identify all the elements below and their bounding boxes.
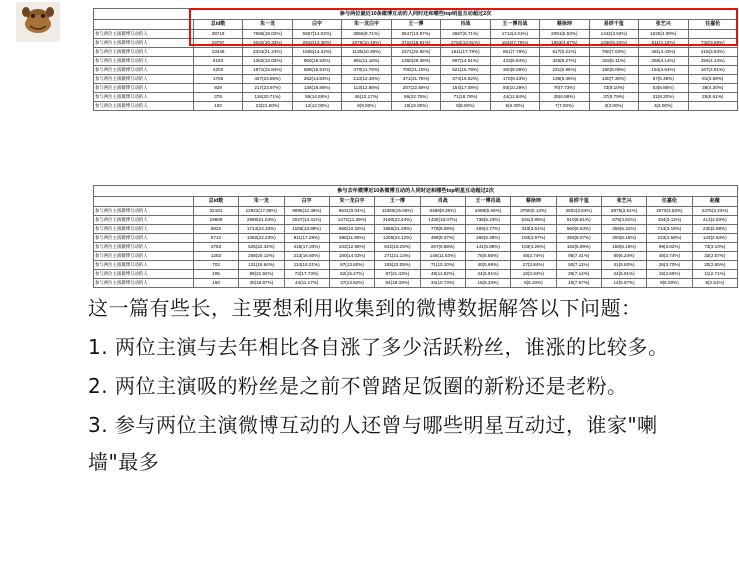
table-row: [94, 102, 738, 111]
row-header: 参与两位主演微博互动的人: [94, 30, 194, 39]
article-body: [88, 290, 708, 483]
table-row: [94, 93, 738, 102]
row-header: 参与两位主演微博互动的人: [94, 57, 194, 66]
table-cell: 19808: [193, 216, 238, 225]
table-row: [94, 84, 738, 93]
table-cell: 54(18.33%): [375, 279, 420, 288]
table-cell: 24(5.91%): [601, 270, 646, 279]
table-block-2: [93, 185, 738, 288]
table-title: 参与两位最近10条微博互动的人同时还和哪些top明星互动超过2次: [94, 9, 738, 20]
table-cell: 11(2.71%): [692, 270, 737, 279]
table-cell: 41(5.83%): [601, 261, 646, 270]
table-cell: 8(8.00%): [441, 102, 490, 111]
table-cell: 81(4.59%): [688, 75, 738, 84]
table-cell: 18(7.67%): [556, 279, 601, 288]
table-cell: 1442(3.63%): [589, 30, 638, 39]
row-header: 参与两位主演微博互动的人: [94, 75, 194, 84]
table-cell: 19787: [193, 39, 242, 48]
table-cell: 267(9.88%): [420, 243, 465, 252]
table-cell: 46(12.17%): [342, 93, 391, 102]
table-cell: 415(17.33%): [284, 243, 329, 252]
table-cell: 929: [193, 84, 242, 93]
table-cell: 20(2.85%): [692, 261, 737, 270]
table-cell: 811(17.28%): [284, 234, 329, 243]
table-title: 参与去年微博近10条微博互动的人同时还和哪些top明星互动超过2次: [94, 186, 738, 197]
table-cell: 434(3.11%): [647, 216, 692, 225]
table-cell: 413(2.93%): [692, 216, 737, 225]
column-header: 白宇: [284, 197, 329, 207]
table-cell: 738(5.24%): [465, 216, 510, 225]
table-cell: 1713(24.33%): [239, 225, 284, 234]
table-cell: 2670(3.63%): [647, 207, 692, 216]
table-cell: 1135(10.39%): [342, 48, 391, 57]
table-cell: 2324(21.24%): [243, 48, 292, 57]
column-header: 张艺兴: [601, 197, 646, 207]
table-cell: 48(11.82%): [420, 270, 465, 279]
table-cell: 39(4.30%): [688, 84, 738, 93]
table-cell: 760(7.03%): [589, 48, 638, 57]
table-cell: 217(23.97%): [243, 84, 292, 93]
table-cell: 778(9.08%): [420, 225, 465, 234]
table-cell: 12(12.00%): [292, 102, 341, 111]
table-cell: 148(11.53%): [420, 252, 465, 261]
row-header: 参与两位主演微博互动的人: [94, 102, 194, 111]
table-row: [94, 216, 738, 225]
table-cell: 2875(3.91%): [601, 207, 646, 216]
table-cell: 15(5.33%): [465, 279, 510, 288]
table-cell: 118(20.71%): [243, 93, 292, 102]
table-cell: 29(7.14%): [556, 270, 601, 279]
table-cell: 1155(13.99%): [284, 225, 329, 234]
table-cell: 6631(9.01%): [329, 207, 374, 216]
table-cell: 193(3.97%): [511, 234, 556, 243]
data-table-1: [93, 8, 738, 111]
body-paragraph: 1. 两位主演与去年相比各自涨了多少活跃粉丝，谁涨的比较多。: [88, 335, 669, 359]
table-cell: 3(3.00%): [639, 102, 688, 111]
column-header: 王一博肖战: [465, 197, 510, 207]
table-row: [94, 57, 738, 66]
table-cell: 75(5.85%): [465, 252, 510, 261]
row-header: 参与两位主演微博互动的人: [94, 252, 194, 261]
table-cell: 409(4.77%): [465, 225, 510, 234]
table-cell: 811(4.10%): [639, 39, 688, 48]
table-title-row: [94, 9, 738, 20]
table-cell: 343(12.85%): [329, 243, 374, 252]
table-cell: 481(4.43%): [639, 48, 688, 57]
row-header: 参与两位主演微博互动的人: [94, 39, 194, 48]
table-row: [94, 252, 738, 261]
table-cell: 48(3.74%): [647, 252, 692, 261]
table-cell: 3722(18.81%): [391, 39, 440, 48]
column-header: 蔡徐坤: [511, 197, 556, 207]
table-cell: 4022(20.33%): [243, 39, 292, 48]
table-cell: 5547(13.97%): [391, 30, 440, 39]
table-cell: 73(3.10%): [692, 243, 737, 252]
table-cell: 72(17.73%): [284, 270, 329, 279]
table-cell: 521(15.78%): [441, 66, 490, 75]
row-header: 参与两位主演微博互动的人: [94, 234, 194, 243]
column-header: 易烊千玺: [556, 197, 601, 207]
table-cell: 213(16.60%): [284, 252, 329, 261]
table-cell: 158(6.19%): [601, 243, 646, 252]
table-cell: 8822: [193, 225, 238, 234]
table-cell: 8(2.51%): [692, 279, 737, 288]
table-cell: 97(5.48%): [639, 75, 688, 84]
column-header: 总id数: [193, 20, 242, 30]
table-cell: 25(6.61%): [688, 93, 738, 102]
column-header: 王一博: [391, 20, 440, 30]
table-title-row: [94, 186, 738, 197]
table-cell: 6489(8.26%): [420, 207, 465, 216]
table-cell: 28(6.88%): [540, 93, 589, 102]
table-cell: 130(7.30%): [589, 75, 638, 84]
table-cell: 2076(10.49%): [342, 39, 391, 48]
row-header: 参与两位主演微博互动的人: [94, 84, 194, 93]
table-cell: 167(4.91%): [688, 66, 738, 75]
table-cell: 39719: [193, 30, 242, 39]
table-cell: 423(6.84%): [490, 57, 539, 66]
table-cell: 7555(19.02%): [243, 30, 292, 39]
table-cell: 207(22.89%): [391, 84, 440, 93]
table-cell: 1360(29.38%): [391, 57, 440, 66]
table-cell: 223(4.58%): [647, 234, 692, 243]
table-cell: 3(3.00%): [589, 102, 638, 111]
table-cell: 62(15.27%): [329, 270, 374, 279]
table-cell: 182(5.99%): [556, 243, 601, 252]
column-header: 任嘉伦: [647, 197, 692, 207]
table-cell: 6183: [193, 57, 242, 66]
table-cell: 113(12.88%): [342, 84, 391, 93]
table-cell: 371(21.75%): [391, 75, 440, 84]
table-cell: 3160(22.44%): [375, 216, 420, 225]
table-cell: 617(5.21%): [540, 48, 589, 57]
column-header: 朱一龙: [243, 20, 292, 30]
table-cell: 2375(3.23%): [692, 207, 737, 216]
table-cell: 5567(14.02%): [292, 30, 341, 39]
table-cell: 24(5.91%): [465, 270, 510, 279]
table-cell: 55(14.55%): [292, 93, 341, 102]
table-cell: 498(9.37%): [420, 234, 465, 243]
table-cell: 1856(21.29%): [375, 225, 420, 234]
table-cell: 598(11.96%): [329, 234, 374, 243]
table-cell: 2371(22.92%): [391, 48, 440, 57]
column-header: 易烊千玺: [589, 20, 638, 30]
data-table-2: [93, 185, 738, 288]
table-cell: 30(18.87%): [239, 279, 284, 288]
table-cell: 1542(7.79%): [490, 39, 539, 48]
row-header: 参与两位主演微博互动的人: [94, 66, 194, 75]
table-cell: 678(4.81%): [601, 216, 646, 225]
table-cell: 300(6.16%): [601, 234, 646, 243]
table-cell: 531(3.86%): [511, 216, 556, 225]
table-cell: 160(5.06%): [589, 66, 638, 75]
table-cell: 213(12.48%): [342, 75, 391, 84]
row-header: 参与两位主演微博互动的人: [94, 207, 194, 216]
row-header: 参与两位主演微博互动的人: [94, 243, 194, 252]
table-cell: 114(16.21%): [284, 261, 329, 270]
table-cell: 310(3.61%): [511, 225, 556, 234]
column-header: 朱一龙: [239, 197, 284, 207]
table-cell: 12922(17.38%): [239, 207, 284, 216]
table-cell: 271(21.13%): [375, 252, 420, 261]
table-cell: 80(6.24%): [601, 252, 646, 261]
body-paragraph: 2. 两位主演吸的粉丝是之前不曾踏足饭圈的新粉还是老粉。: [88, 374, 628, 398]
table-row: [94, 243, 738, 252]
table-cell: 10349: [193, 48, 242, 57]
table-cell: 53(5.86%): [639, 84, 688, 93]
table-cell: 8(5.33%): [511, 279, 556, 288]
table-cell: 1082(22.23%): [239, 234, 284, 243]
table-cell: 14(5.67%): [601, 279, 646, 288]
table-cell: 406: [193, 270, 238, 279]
table-cell: 1556(14.32%): [292, 48, 341, 57]
table-cell: 37(13.82%): [329, 279, 374, 288]
table-cell: 44(11.17%): [284, 279, 329, 288]
table-cell: 1871(22.84%): [243, 66, 292, 75]
table-cell: 71(10.10%): [420, 261, 465, 270]
table-cell: 5712: [193, 234, 238, 243]
table-row: [94, 66, 738, 75]
table-cell: 691(11.18%): [342, 57, 391, 66]
table-cell: 1712(4.31%): [490, 30, 539, 39]
table-cell: [688, 102, 738, 111]
table-cell: 316(5.11%): [589, 57, 638, 66]
row-header: 参与两位主演微博互动的人: [94, 270, 194, 279]
row-header: 参与两位主演微博互动的人: [94, 216, 194, 225]
table-cell: 48(3.74%): [511, 252, 556, 261]
table-row: [94, 48, 738, 57]
table-cell: 9(9.00%): [342, 102, 391, 111]
column-header: 总id数: [193, 197, 238, 207]
table-cell: 9(6.00%): [647, 279, 692, 288]
table-cell: 100: [193, 102, 242, 111]
table-cell: 150: [193, 279, 238, 288]
table-cell: 2667(6.71%): [441, 30, 490, 39]
table-cell: 266(5.48%): [465, 234, 510, 243]
table-cell: 262(14.83%): [292, 75, 341, 84]
table-cell: 960(15.53%): [292, 57, 341, 66]
table-cell: 27(3.84%): [511, 261, 556, 270]
table-cell: 415(3.83%): [688, 48, 738, 57]
table-cell: 70(7.73%): [540, 84, 589, 93]
table-cell: 180(14.03%): [329, 252, 374, 261]
table-cell: 1706: [193, 75, 242, 84]
table-cell: 73(8.10%): [589, 84, 638, 93]
table-cell: 6(6.00%): [490, 102, 539, 111]
row-header: 参与两位主演微博互动的人: [94, 261, 194, 270]
table-cell: 1911(17.78%): [441, 48, 490, 57]
table-cell: 2752(13.91%): [441, 39, 490, 48]
table-cell: 714(3.15%): [647, 225, 692, 234]
table-cell: 866(10.32%): [329, 225, 374, 234]
table-cell: 598(15.51%): [292, 66, 341, 75]
table-cell: 103(4.25%): [511, 243, 556, 252]
column-header: 朱一龙白宇: [342, 20, 391, 30]
table-cell: 230(2.68%): [692, 225, 737, 234]
table-cell: 89(21.92%): [239, 270, 284, 279]
table-cell: 71(18.78%): [441, 93, 490, 102]
table-row: [94, 261, 738, 270]
column-header: 朱一龙白宇: [329, 197, 374, 207]
table-cell: 326(5.27%): [540, 57, 589, 66]
table-header-row: [94, 197, 738, 207]
table-cell: 1472(11.36%): [329, 216, 374, 225]
table-cell: 136(6.46%): [540, 75, 589, 84]
table-cell: 256(4.14%): [688, 57, 738, 66]
table-cell: 393(8.07%): [556, 234, 601, 243]
table-cell: 231(6.96%): [540, 66, 589, 75]
table-cell: 11080(15.06%): [375, 207, 420, 216]
table-cell: 2753: [193, 243, 238, 252]
table-row: [94, 225, 738, 234]
table-cell: 258(20.12%): [239, 252, 284, 261]
table-cell: 897(14.51%): [441, 57, 490, 66]
table-cell: 31(8.20%): [639, 93, 688, 102]
table-cell: 1362(22.03%): [243, 57, 292, 66]
column-header: 肖战: [420, 197, 465, 207]
table-cell: 1625(4.09%): [639, 30, 688, 39]
table-cell: 19(19.00%): [391, 102, 440, 111]
table-cell: 1036(5.24%): [589, 39, 638, 48]
table-cell: 3855(9.71%): [342, 30, 391, 39]
table-cell: 1283: [193, 252, 238, 261]
table-cell: 700(21.10%): [391, 66, 440, 75]
table-header-row: [94, 20, 738, 30]
table-cell: 560(6.53%): [556, 225, 601, 234]
table-block-1: [93, 8, 738, 111]
table-cell: 256(4.14%): [639, 57, 688, 66]
table-cell: 378: [193, 93, 242, 102]
table-cell: 1430(10.07%): [420, 216, 465, 225]
table-cell: 154(4.64%): [639, 66, 688, 75]
table-cell: 87(21.43%): [375, 270, 420, 279]
body-paragraph: 3. 参与两位主演微博互动的人还曾与哪些明星互动过，谁家"喇墙"最多: [88, 413, 658, 474]
table-cell: 34(10.73%): [420, 279, 465, 288]
table-cell: 456(5.31%): [601, 225, 646, 234]
table-cell: 33(2.57%): [692, 252, 737, 261]
table-cell: 642(16.25%): [375, 243, 420, 252]
row-header: 参与两位主演微博互动的人: [94, 225, 194, 234]
table-cell: 141(5.88%): [465, 243, 510, 252]
column-header-blank: [94, 20, 194, 30]
table-cell: 1953(4.87%): [540, 39, 589, 48]
column-header-blank: [94, 197, 194, 207]
table-cell: 7(7.00%): [540, 102, 589, 111]
table-cell: 4202: [193, 66, 242, 75]
table-row: [94, 30, 738, 39]
table-cell: 32181: [193, 207, 238, 216]
table-cell: 26(3.70%): [647, 261, 692, 270]
table-cell: 143(2.94%): [692, 234, 737, 243]
table-cell: 9095(12.36%): [284, 207, 329, 216]
table-cell: 730(3.69%): [688, 39, 738, 48]
table-row: [94, 39, 738, 48]
table-cell: 86(22.75%): [391, 93, 440, 102]
column-header: 王一博: [375, 197, 420, 207]
table-cell: 300(9.08%): [490, 66, 539, 75]
table-row: [94, 207, 738, 216]
table-row: [94, 270, 738, 279]
body-paragraph: 这一篇有些长，主要想利用收集到的微博数据解答以下问题：: [88, 296, 642, 320]
table-cell: 274(16.52%): [441, 75, 490, 84]
table-cell: 154(17.08%): [441, 84, 490, 93]
user-avatar[interactable]: [16, 2, 60, 42]
table-cell: 910(8.51%): [556, 216, 601, 225]
table-cell: 131(18.64%): [239, 261, 284, 270]
column-header: 王一博肖战: [490, 20, 539, 30]
table-cell: 44(11.64%): [490, 93, 539, 102]
row-header: 参与两位主演微博互动的人: [94, 93, 194, 102]
table-cell: 851(7.78%): [490, 48, 539, 57]
table-cell: 97(13.80%): [329, 261, 374, 270]
table-cell: 15(3.69%): [647, 270, 692, 279]
table-cell: 136(18.88%): [292, 84, 341, 93]
table-cell: [688, 30, 738, 39]
table-cell: 95(7.41%): [556, 252, 601, 261]
table-cell: 4089(5.56%): [465, 207, 510, 216]
table-cell: 2027(14.41%): [284, 216, 329, 225]
table-cell: 2959(21.04%): [239, 216, 284, 225]
table-cell: 470(11.79%): [342, 66, 391, 75]
column-header: 任嘉伦: [688, 20, 738, 30]
row-header: 参与两位主演微博互动的人: [94, 279, 194, 288]
table-cell: 703: [193, 261, 238, 270]
column-header: 肖战: [441, 20, 490, 30]
table-cell: 2091(5.53%): [540, 30, 589, 39]
table-cell: 407(23.85%): [243, 75, 292, 84]
column-header: 张艺兴: [639, 20, 688, 30]
table-cell: 2842(14.36%): [292, 39, 341, 48]
table-cell: 23(21.60%): [243, 102, 292, 111]
table-cell: 99(3.82%): [647, 243, 692, 252]
table-cell: 155(22.05%): [375, 261, 420, 270]
table-cell: 16(3.94%): [511, 270, 556, 279]
table-cell: 3780(5.13%): [511, 207, 556, 216]
table-row: [94, 234, 738, 243]
column-header: 蔡徐坤: [540, 20, 589, 30]
table-row: [94, 279, 738, 288]
table-cell: 525(22.42%): [239, 243, 284, 252]
column-header: 赵薇: [692, 197, 737, 207]
table-cell: 50(7.11%): [556, 261, 601, 270]
table-cell: 37(9.79%): [589, 93, 638, 102]
table-cell: 1206(24.12%): [375, 234, 420, 243]
row-header: 参与两位主演微博互动的人: [94, 48, 194, 57]
table-row: [94, 75, 738, 84]
table-cell: 40(5.69%): [465, 261, 510, 270]
table-cell: 170(9.43%): [490, 75, 539, 84]
column-header: 白宇: [292, 20, 341, 30]
table-cell: 2602(3.54%): [556, 207, 601, 216]
table-cell: 93(10.29%): [490, 84, 539, 93]
